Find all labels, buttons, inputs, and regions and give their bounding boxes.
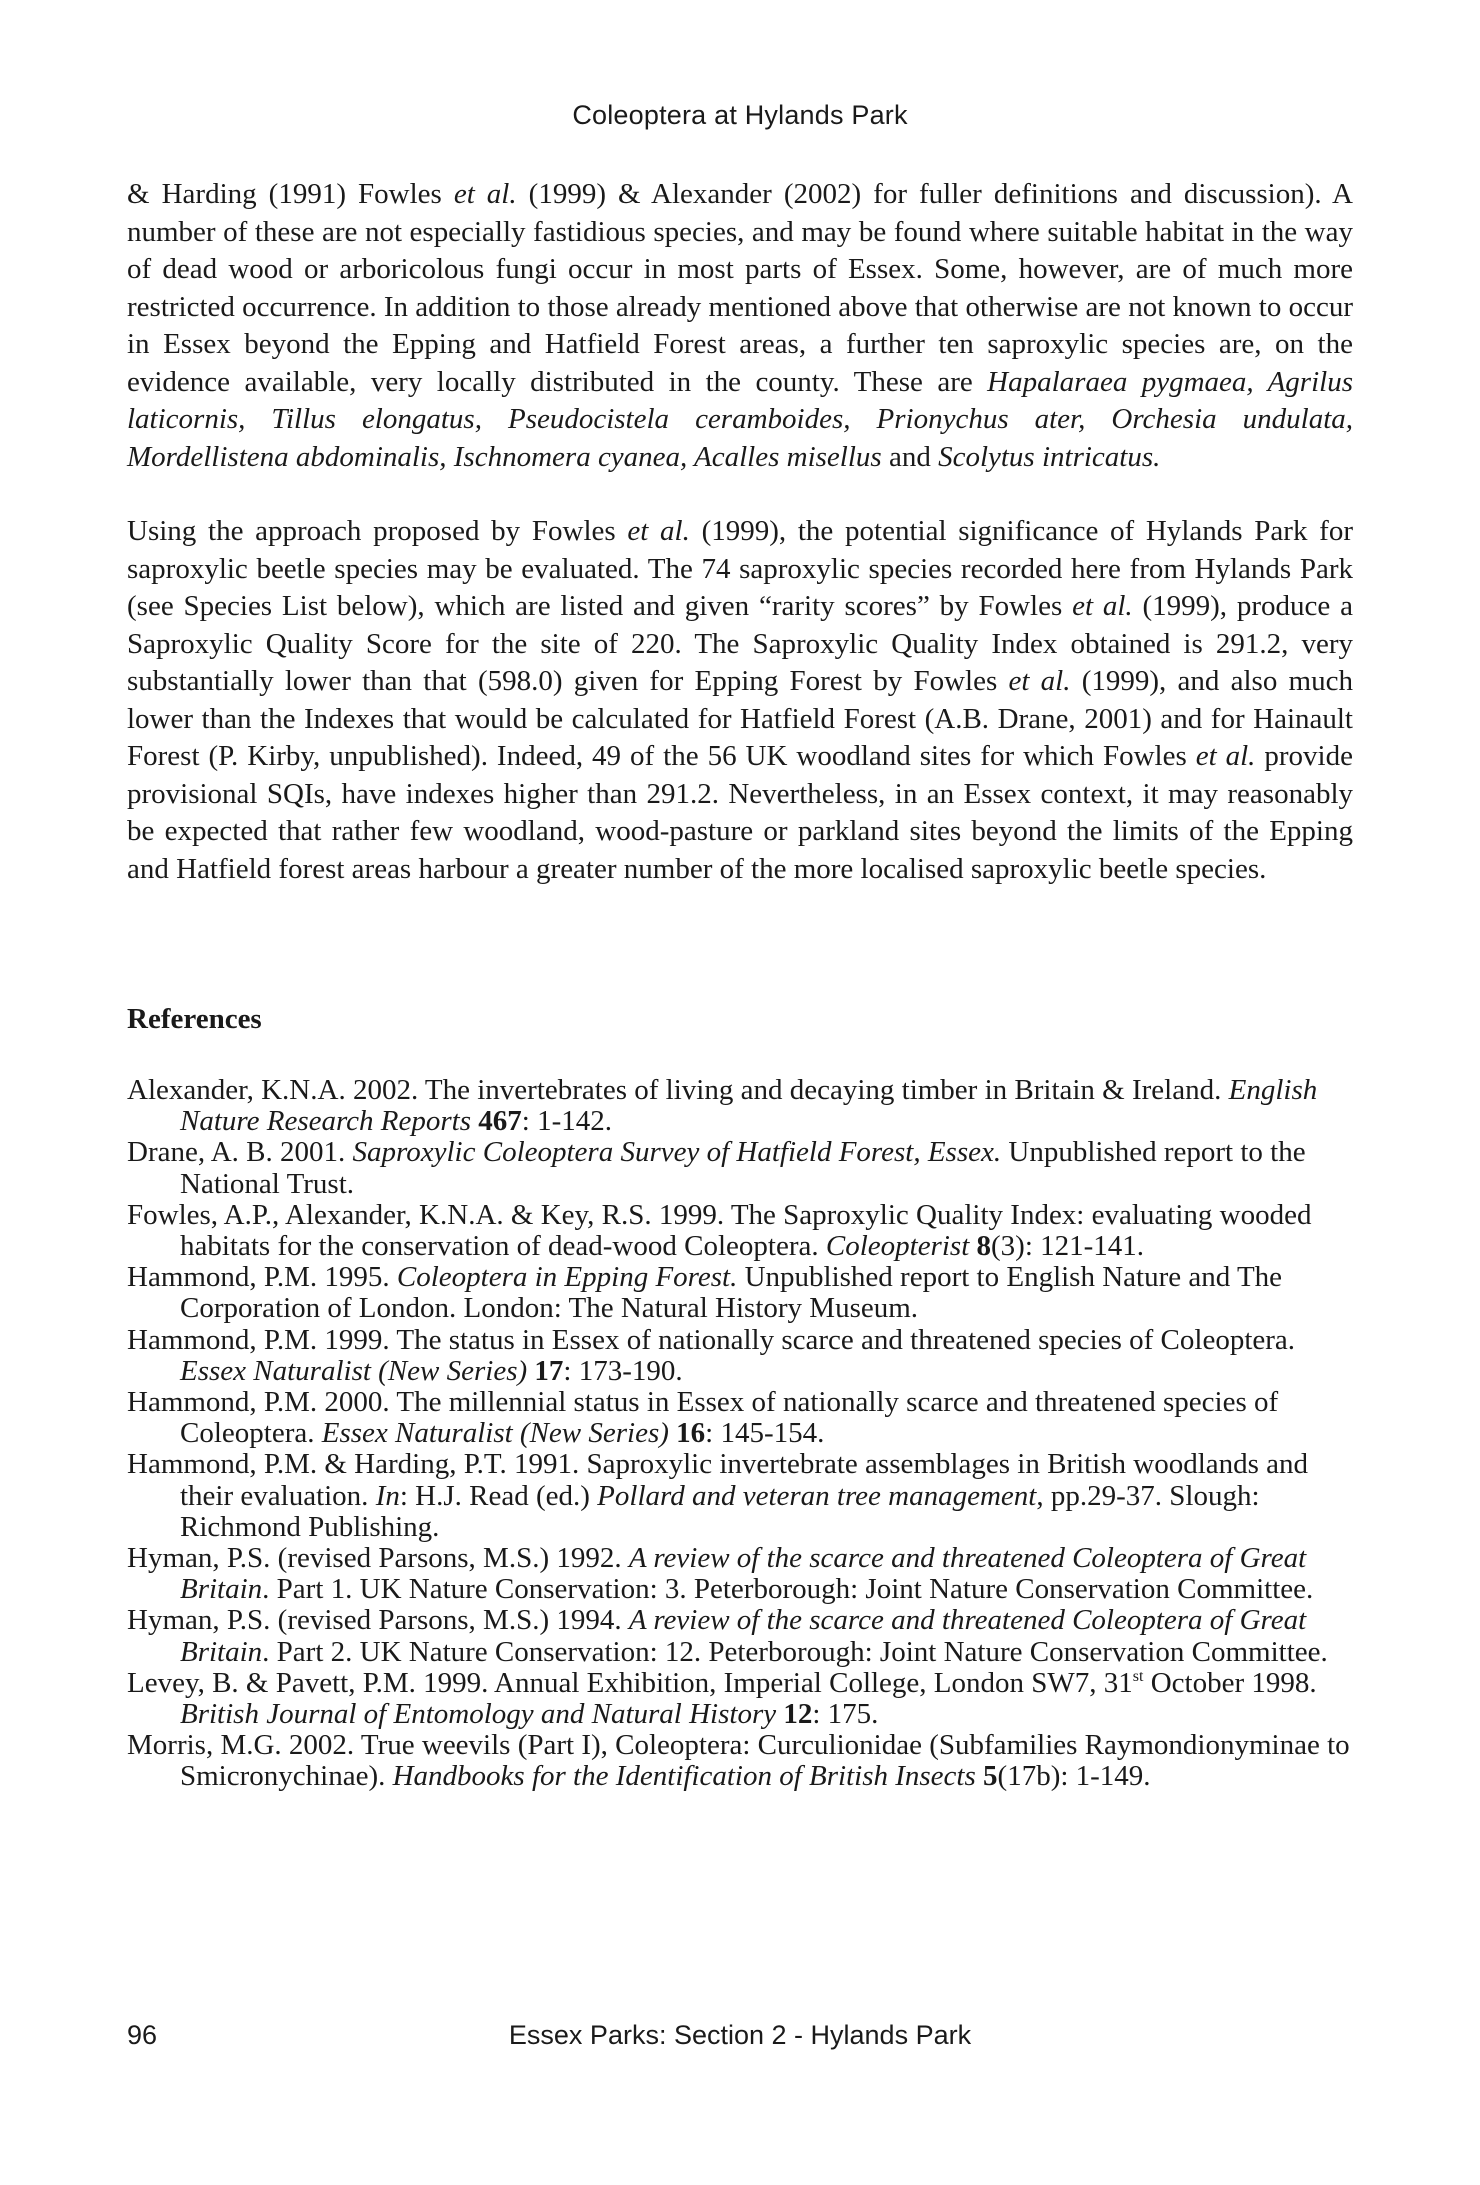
page-number: 96	[127, 2020, 158, 2050]
text-run: (1999) & Alexander (2002) for fuller definitions and discussion). A number of these are not especially fastidious species, and may be found where suitable habitat in the way of dead wood or arboricolous fungi occur in most parts of Essex. Some, however, are of much more restricted occurrence. In addition to those already mentioned above that otherwise are not known to occur in Essex beyond the Epping and Hatfield Forest areas, a further ten saproxylic species are, on the evidence available, very locally distributed in the county. These are	[127, 178, 1353, 398]
reference-entry	[127, 1387, 1357, 1449]
text-run: Hammond, P.M. 1995.	[127, 1261, 397, 1294]
text-run: : H.J. Read (ed.)	[399, 1479, 598, 1512]
text-run: October 1998.	[1143, 1666, 1317, 1699]
italic-text: A review of the scarce and threatened Coleoptera of Great Britain	[180, 1604, 1307, 1668]
text-run: Morris, M.G. 2002. True weevils (Part I), Coleoptera: Curculionidae (Subfamilies Raymondionyminae to Smicronychinae).	[127, 1729, 1350, 1793]
text-run: : 145-154.	[705, 1417, 825, 1450]
text-run: Using the approach proposed by Fowles	[127, 515, 628, 547]
italic-text: British Journal of Entomology and Natural History	[180, 1698, 777, 1731]
reference-entry	[127, 1730, 1357, 1792]
text-run: , pp.29-37. Slough: Richmond Publishing.	[180, 1479, 1260, 1543]
text-run: (17b): 1-149.	[997, 1760, 1151, 1793]
text-run: Hammond, P.M. 1999. The status in Essex of nationally scarce and threatened species of Coleoptera.	[127, 1323, 1296, 1356]
text-run: Fowles, A.P., Alexander, K.N.A. & Key, R.S. 1999. The Saproxylic Quality Index: evaluating wooded habitats for the conservation of dead-wood Coleoptera.	[127, 1198, 1312, 1263]
text-run: provide provisional SQIs, have indexes higher than 291.2. Nevertheless, in an Essex context, it may reasonably be expected that rather few woodland, wood-pasture or parkland sites beyond the limits of the Epping and Hatfield forest areas harbour a greater number of the more localised saproxylic beetle species.	[127, 740, 1353, 885]
text-run: (1999), the potential significance of Hylands Park for saproxylic beetle species may be evaluated. The 74 saproxylic species recorded here from Hylands Park (see Species List below), which are listed and given “rarity scores” by Fowles	[127, 515, 1353, 622]
italic-text: Saproxylic Coleoptera Survey of Hatfield Forest, Essex.	[352, 1136, 1002, 1169]
text-run: Drane, A. B. 2001.	[127, 1136, 353, 1169]
text-run: Alexander, K.N.A. 2002. The invertebrates of living and decaying timber in Britain & Ireland.	[127, 1074, 1229, 1106]
text-run: . Part 2. UK Nature Conservation: 12. Peterborough: Joint Nature Conservation Committee.	[262, 1635, 1328, 1668]
text-run: Hammond, P.M. 2000. The millennial status in Essex of nationally scarce and threatened species of Coleoptera.	[127, 1386, 1279, 1450]
paragraph-text	[127, 513, 1353, 888]
text-run: . Part 1. UK Nature Conservation: 3. Peterborough: Joint Nature Conservation Committee.	[262, 1573, 1314, 1606]
reference-entry	[127, 1543, 1357, 1605]
italic-text: Coleopterist	[825, 1230, 970, 1263]
references-list	[127, 1075, 1357, 1793]
reference-entry	[127, 1200, 1357, 1262]
text-run: : 1-142.	[521, 1105, 612, 1138]
bold-text: 17	[534, 1354, 564, 1387]
text-run	[969, 1230, 976, 1262]
bold-text: 5	[983, 1760, 998, 1793]
italic-text: Hapalaraea pygmaea, Agrilus laticornis, Tillus elongatus, Pseudocistela ceramboides, Prionychus ater, Orchesia undulata, Mordellistena abdominalis, Ischnomera cyanea, Acalles misellus	[127, 365, 1353, 473]
text-run: Unpublished report to the National Trust.	[180, 1136, 1306, 1200]
italic-text: English Nature Research Reports	[180, 1074, 1318, 1138]
bold-text: 16	[676, 1417, 706, 1450]
italic-text: Pollard and veteran tree management	[597, 1479, 1037, 1512]
superscript-text: st	[1132, 1667, 1144, 1685]
text-run: Hyman, P.S. (revised Parsons, M.S.) 1994.	[127, 1604, 629, 1637]
reference-entry	[127, 1325, 1357, 1387]
body-paragraph-1	[127, 176, 1353, 476]
text-run: Hyman, P.S. (revised Parsons, M.S.) 1992.	[127, 1542, 629, 1575]
reference-entry	[127, 1075, 1357, 1137]
text-run: : 173-190.	[563, 1354, 683, 1387]
italic-text: et al.	[453, 178, 517, 210]
body-paragraph-2	[127, 513, 1353, 888]
italic-text: et al.	[627, 515, 690, 547]
text-run: : 175.	[812, 1698, 879, 1731]
reference-entry	[127, 1449, 1357, 1543]
text-run: (3): 121-141.	[991, 1230, 1145, 1263]
italic-text: et al.	[1072, 590, 1133, 622]
italic-text: Coleoptera in Epping Forest.	[396, 1261, 738, 1294]
footer-title: Essex Parks: Section 2 - Hylands Park	[508, 2020, 972, 2050]
bold-text: 8	[976, 1230, 991, 1263]
text-run: (1999), produce a Saproxylic Quality Score for the site of 220. The Saproxylic Quality Index obtained is 291.2, very substantially lower than that (598.0) given for Epping Forest by Fowles	[127, 590, 1353, 697]
text-run: Levey, B. & Pavett, P.M. 1999. Annual Exhibition, Imperial College, London SW7, 31	[127, 1666, 1133, 1699]
text-run: (1999), and also much lower than the Indexes that would be calculated for Hatfield Forest (A.B. Drane, 2001) and for Hainault Forest (P. Kirby, unpublished). Indeed, 49 of the 56 UK woodland sites for which Fowles	[127, 665, 1353, 772]
references-heading: References	[127, 1003, 262, 1035]
reference-entry	[127, 1262, 1357, 1324]
text-run: Hammond, P.M. & Harding, P.T. 1991. Saproxylic invertebrate assemblages in British woodlands and their evaluation.	[127, 1448, 1309, 1512]
bold-text: 12	[783, 1698, 813, 1731]
italic-text: et al.	[1008, 665, 1071, 697]
text-run: & Harding (1991) Fowles	[127, 178, 454, 210]
text-run: and	[881, 440, 939, 473]
running-title: Coleoptera at Hylands Park	[572, 100, 908, 130]
italic-text: A review of the scarce and threatened Coleoptera of Great Britain	[180, 1542, 1307, 1606]
text-run	[976, 1760, 983, 1792]
reference-entry	[127, 1137, 1357, 1199]
text-run: Unpublished report to English Nature and The Corporation of London. London: The Natural History Museum.	[180, 1261, 1283, 1325]
italic-text: Handbooks for the Identification of British Insects	[392, 1760, 976, 1793]
bold-text: 467	[478, 1105, 522, 1138]
italic-text: Essex Naturalist (New Series)	[180, 1354, 528, 1387]
italic-text: Essex Naturalist (New Series)	[321, 1417, 669, 1450]
italic-text: In	[375, 1479, 400, 1512]
italic-text: et al.	[1195, 740, 1256, 772]
reference-entry	[127, 1668, 1357, 1730]
italic-text: Scolytus intricatus.	[938, 440, 1161, 473]
reference-entry	[127, 1605, 1357, 1667]
paragraph-text	[127, 176, 1353, 476]
